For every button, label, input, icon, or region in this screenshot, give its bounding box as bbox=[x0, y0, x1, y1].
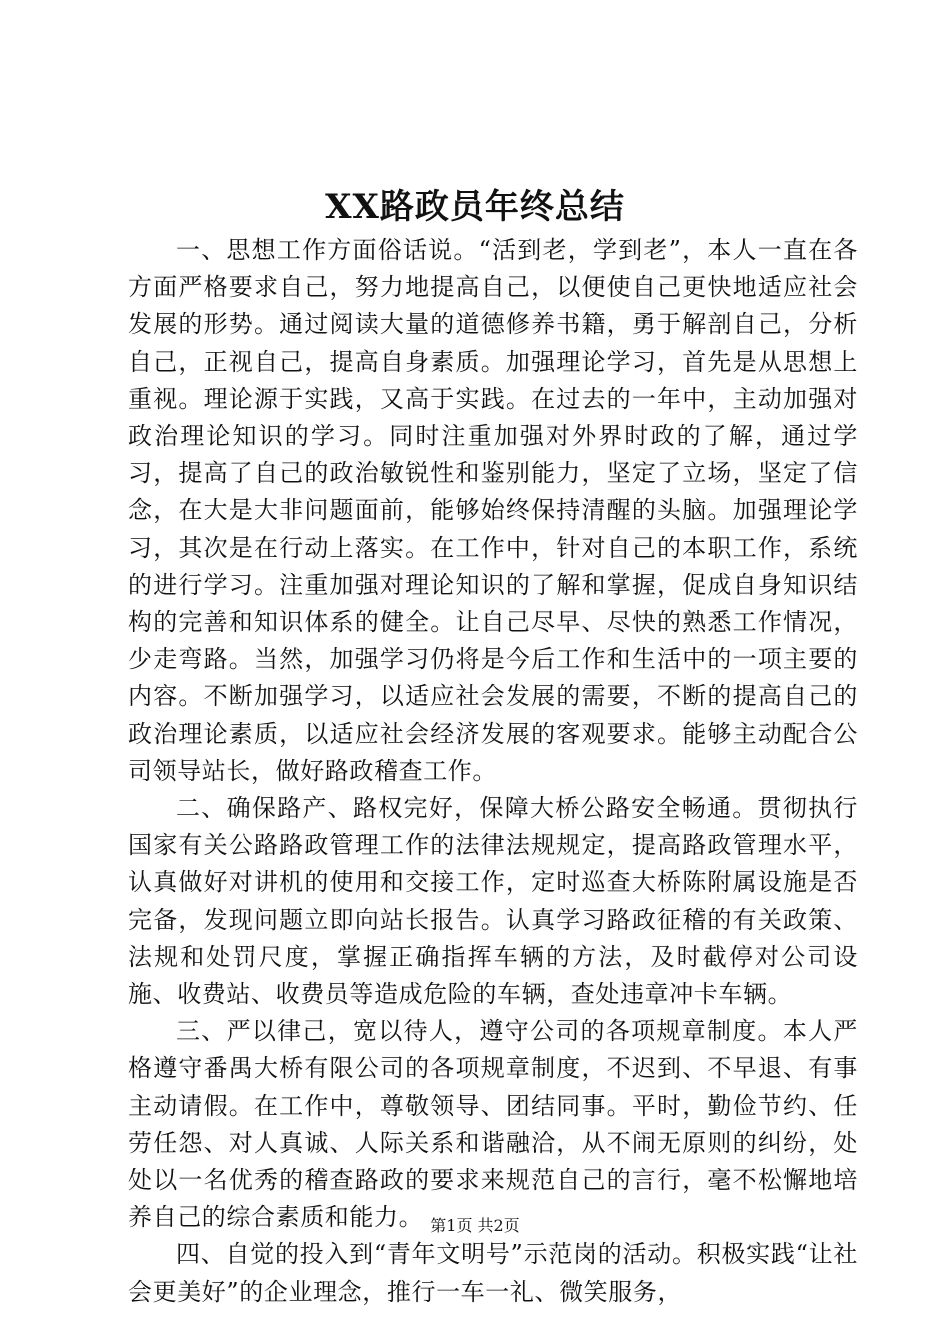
paragraph-road-property: 二、确保路产、路权完好，保障大桥公路安全畅通。贯彻执行国家有关公路路政管理工作的法律法规规定，提高路政管理水平，认真做好对讲机的使用和交接工作，定时巡查大桥陈附属设施是否完备，发现问题立即向站长报告。认真学习路政征稽的有关政策、法规和处罚尺度，掌握正确指挥车辆的方法，及时截停对公司设施、收费站、收费员等造成危险的车辆，查处违章冲卡车辆。 bbox=[128, 794, 858, 1009]
paragraph-civilized-post: 四、自觉的投入到“青年文明号”示范岗的活动。积极实践“让社会更美好”的企业理念，推行一车一礼、微笑服务， bbox=[128, 1240, 858, 1306]
paragraph-self-discipline: 三、严以律己，宽以待人，遵守公司的各项规章制度。本人严格遵守番禺大桥有限公司的各项规章制度，不迟到、不早退、有事主动请假。在工作中，尊敬领导、团结同事。平时，勤俭节约、任劳任怨、对人真诚、人际关系和谐融洽，从不闹无原则的纠纷，处处以一名优秀的稽查路政的要求来规范自己的言行，毫不松懈地培养自己的综合素质和能力。 bbox=[128, 1017, 858, 1232]
document-body bbox=[128, 232, 858, 1311]
page-footer: 第1页 共2页 bbox=[430, 1216, 520, 1235]
paragraph-thought-work: 一、思想工作方面俗话说。“活到老，学到老”，本人一直在各方面严格要求自己，努力地提高自己，以便使自己更快地适应社会发展的形势。通过阅读大量的道德修养书籍，勇于解剖自己，分析自己，正视自己，提高自身素质。加强理论学习，首先是从思想上重视。理论源于实践，又高于实践。在过去的一年中，主动加强对政治理论知识的学习。同时注重加强对外界时政的了解，通过学习，提高了自己的政治敏锐性和鉴别能力，坚定了立场，坚定了信念，在大是大非问题面前，能够始终保持清醒的头脑。加强理论学习，其次是在行动上落实。在工作中，针对自己的本职工作，系统的进行学习。注重加强对理论知识的了解和掌握，促成自身知识结构的完善和知识体系的健全。让自己尽早、尽快的熟悉工作情况，少走弯路。当然，加强学习仍将是今后工作和生活中的一项主要的内容。不断加强学习，以适应社会发展的需要，不断的提高自己的政治理论素质，以适应社会经济发展的客观要求。能够主动配合公司领导站长，做好路政稽查工作。 bbox=[128, 236, 858, 785]
document-title: XX路政员年终总结 bbox=[325, 187, 625, 227]
